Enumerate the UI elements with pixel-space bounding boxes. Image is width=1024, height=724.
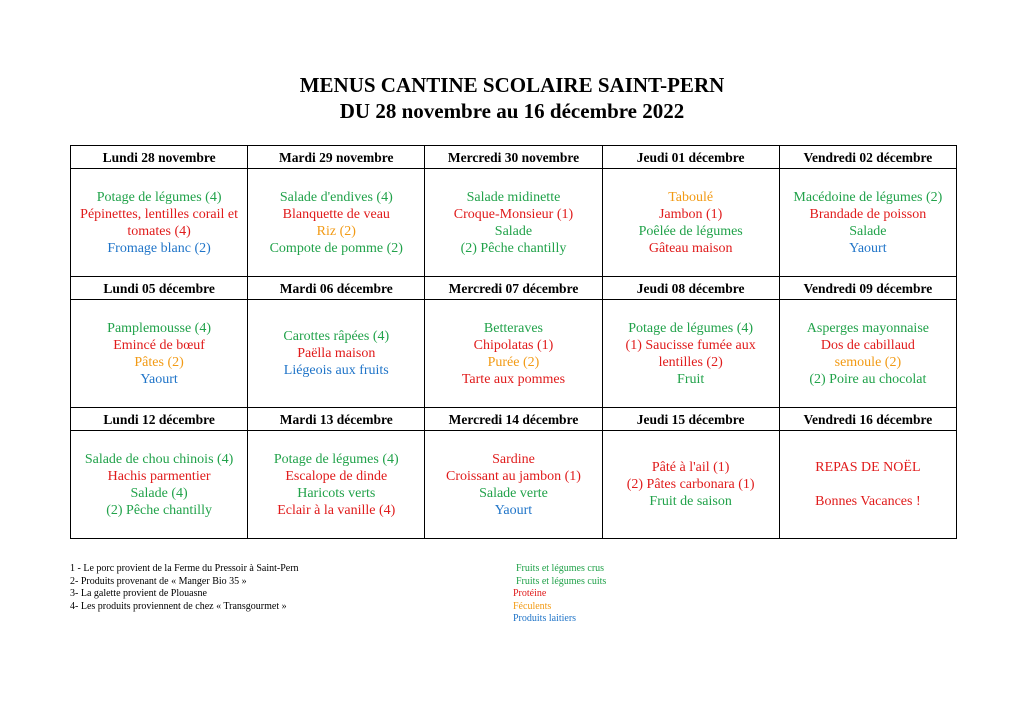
- dish-item: [783, 476, 953, 493]
- dish-item: Poêlée de légumes: [638, 223, 743, 239]
- dish-item: Asperges mayonnaise: [806, 320, 929, 336]
- legend-item: Fruits et légumes crus: [516, 563, 605, 574]
- meal-row: [71, 300, 957, 408]
- dish-item: Betteraves: [483, 320, 544, 336]
- meal-cell: [248, 431, 425, 539]
- dish-item: Taboulé: [668, 189, 714, 205]
- dish-item: Yaourt: [140, 371, 178, 387]
- meal-cell: [425, 431, 602, 539]
- day-header: Jeudi 15 décembre: [602, 408, 779, 431]
- dish-item: Potage de légumes (4): [628, 320, 754, 336]
- dish-item: (2) Pêche chantilly: [460, 240, 567, 256]
- dish-item: Bonnes Vacances !: [815, 494, 921, 509]
- meal-row: [71, 431, 957, 539]
- day-header: Mardi 13 décembre: [248, 408, 425, 431]
- day-header-row: [71, 408, 957, 431]
- dish-item: Yaourt: [494, 502, 533, 518]
- day-header: Vendredi 02 décembre: [779, 146, 956, 169]
- dish-item: Haricots verts: [297, 485, 376, 501]
- dish-item: Salade: [849, 223, 887, 239]
- dish-item: Yaourt: [849, 240, 887, 256]
- legend-item: Produits laitiers: [513, 613, 577, 624]
- day-header: Mercredi 14 décembre: [425, 408, 602, 431]
- dish-item: Gâteau maison: [648, 240, 733, 256]
- meal-cell: [602, 431, 779, 539]
- meal-cell: [425, 169, 602, 277]
- day-header: Vendredi 16 décembre: [779, 408, 956, 431]
- day-header: Lundi 05 décembre: [71, 277, 248, 300]
- dish-item: Pépinettes, lentilles corail et tomates (4): [80, 206, 239, 239]
- dish-item: Jambon (1): [658, 206, 723, 222]
- day-header: Mercredi 30 novembre: [425, 146, 602, 169]
- dish-item: Liégeois aux fruits: [283, 363, 389, 378]
- meal-cell: [602, 300, 779, 408]
- dish-item: Salade verte: [479, 485, 548, 501]
- footnote-line: 4- Les produits proviennent de chez « Transgourmet »: [70, 600, 287, 612]
- meal-cell: [71, 169, 248, 277]
- dish-item: Brandade de poisson: [809, 206, 927, 222]
- dish-item: Pamplemousse (4): [107, 320, 211, 336]
- dish-item: (2) Pâtes carbonara (1): [626, 477, 755, 492]
- dish-item: Emincé de bœuf: [113, 337, 205, 353]
- day-header: Lundi 12 décembre: [71, 408, 248, 431]
- footnote-line: 3- La galette provient de Plouasne: [70, 588, 207, 599]
- day-header: Jeudi 08 décembre: [602, 277, 779, 300]
- day-header-row: [71, 277, 957, 300]
- dish-item: Dos de cabillaud: [820, 337, 915, 353]
- meal-cell: [779, 300, 956, 408]
- dish-item: Blanquette de veau: [282, 206, 390, 222]
- dish-item: Purée (2): [487, 354, 540, 370]
- menu-table: [70, 145, 957, 539]
- day-header: Mercredi 07 décembre: [425, 277, 602, 300]
- dish-item: Pâté à l'ail (1): [651, 460, 730, 475]
- footnote-line: 1 - Le porc provient de la Ferme du Pressoir à Saint-Pern: [70, 563, 299, 574]
- dish-item: Salade de chou chinois (4): [84, 451, 234, 467]
- dish-item: Croissant au jambon (1): [446, 468, 581, 484]
- dish-item: Tarte aux pommes: [461, 371, 566, 387]
- dish-item: Macédoine de légumes (2): [793, 189, 943, 205]
- day-header: Lundi 28 novembre: [71, 146, 248, 169]
- dish-item: Hachis parmentier: [107, 468, 211, 484]
- meal-cell: [248, 169, 425, 277]
- page-title: [0, 72, 1024, 124]
- dish-item: (1) Saucisse fumée aux lentilles (2): [625, 337, 756, 370]
- dish-item: Salade (4): [130, 485, 188, 501]
- dish-item: Compote de pomme (2): [269, 240, 403, 256]
- day-header-row: [71, 146, 957, 169]
- dish-item: Paëlla maison: [297, 346, 376, 361]
- day-header: Mardi 06 décembre: [248, 277, 425, 300]
- dish-item: Fromage blanc (2): [107, 240, 211, 256]
- meal-cell: [71, 431, 248, 539]
- legend-item: Protéine: [513, 588, 547, 599]
- legend-item: Fruits et légumes cuits: [516, 575, 607, 587]
- day-header: Jeudi 01 décembre: [602, 146, 779, 169]
- meal-cell: [779, 431, 956, 539]
- dish-item: Riz (2): [316, 223, 356, 239]
- title-line-2: DU 28 novembre au 16 décembre 2022: [339, 99, 685, 123]
- dish-item: Croque-Monsieur (1): [453, 206, 574, 222]
- dish-item: Escalope de dinde: [285, 468, 388, 484]
- meal-cell: [71, 300, 248, 408]
- dish-item: Sardine: [492, 451, 535, 467]
- meal-cell: [779, 169, 956, 277]
- dish-item: Potage de légumes (4): [273, 451, 399, 467]
- footnotes: [70, 563, 299, 613]
- title-line-1: MENUS CANTINE SCOLAIRE SAINT-PERN: [299, 73, 725, 97]
- meal-cell: [425, 300, 602, 408]
- dish-item: Pâtes (2): [134, 354, 184, 370]
- dish-item: Salade d'endives (4): [279, 189, 393, 205]
- color-legend: [513, 563, 606, 626]
- footnote-line: 2- Produits provenant de « Manger Bio 35 »: [70, 575, 247, 587]
- dish-item: Potage de légumes (4): [96, 189, 222, 205]
- meal-row: [71, 169, 957, 277]
- dish-item: Carottes râpées (4): [283, 329, 390, 344]
- dish-item: (2) Poire au chocolat: [809, 371, 927, 387]
- dish-item: Chipolatas (1): [473, 337, 554, 353]
- dish-item: Eclair à la vanille (4): [277, 502, 396, 518]
- dish-item: REPAS DE NOËL: [815, 460, 921, 475]
- dish-item: semoule (2): [834, 354, 902, 370]
- menu-table-body: [71, 146, 957, 539]
- dish-item: (2) Pêche chantilly: [106, 502, 212, 518]
- dish-item: Salade midinette: [466, 189, 561, 205]
- meal-cell: [602, 169, 779, 277]
- day-header: Vendredi 09 décembre: [779, 277, 956, 300]
- meal-cell: [248, 300, 425, 408]
- day-header: Mardi 29 novembre: [248, 146, 425, 169]
- dish-item: Fruit: [677, 371, 705, 387]
- dish-item: Fruit de saison: [649, 494, 732, 509]
- legend-item: Féculents: [513, 600, 552, 612]
- dish-item: Salade: [494, 223, 533, 239]
